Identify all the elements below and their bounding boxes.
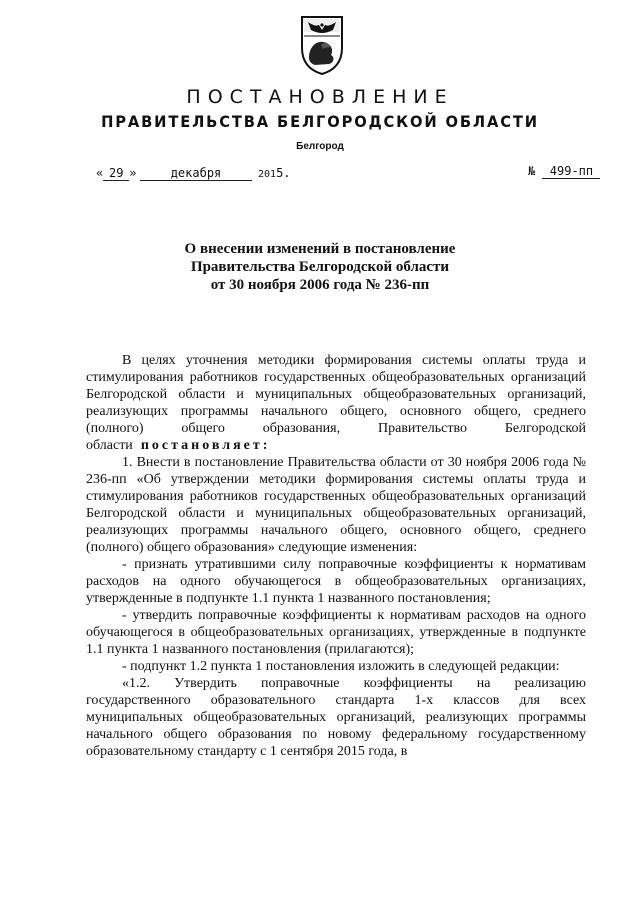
- document-title: [0, 240, 640, 294]
- date-year-prefix: 201: [258, 169, 277, 180]
- date-year-suffix: 5: [276, 166, 284, 180]
- date-day-value: 29: [103, 166, 129, 181]
- date-day: [96, 166, 136, 181]
- date-year: [258, 166, 291, 180]
- organization-name: ПРАВИТЕЛЬСТВА БЕЛГОРОДСКОЙ ОБЛАСТИ: [101, 112, 539, 131]
- number-label: №: [528, 164, 536, 178]
- date-dot: .: [283, 166, 291, 180]
- body-paragraph: - признать утратившими силу поправочные коэффициенты к нормативам расходов на одного обучающегося в общеобразовательных организациях, утвержденные в подпункте 1.1 пункта 1 названного постановления;: [86, 557, 586, 606]
- date-close-quote: »: [129, 166, 137, 180]
- title-line: Правительства Белгородской области: [190, 259, 450, 275]
- body-paragraph: [86, 352, 586, 454]
- date-open-quote: «: [96, 166, 104, 180]
- date-month: [140, 166, 252, 181]
- document-body: [86, 352, 586, 760]
- body-paragraph: - утвердить поправочные коэффициенты к нормативам расходов на одного обучающегося в общеобразовательных организациях, утвержденные в подпункте 1.1 пункта 1 названного постановления (прилагаются);: [86, 608, 586, 657]
- body-paragraph: 1. Внести в постановление Правительства области от 30 ноября 2006 года № 236-пп «Об утверждении методики формирования системы оплаты труда и стимулирования работников государственных общеобразовательных организаций Белгородской области и муниципальных общеобразовательных организаций, реализующих программы начального общего, основного общего, среднего (полного) общего образования» следующие изменения:: [86, 455, 586, 555]
- coat-of-arms-icon: [298, 14, 346, 76]
- decree-word: постановляет:: [140, 438, 271, 453]
- body-paragraph: «1.2. Утвердить поправочные коэффициенты на реализацию государственного образовательного стандарта 1-х классов для всех муниципальных общеобразовательных организаций, реализующих программы начального общего образования по новому федеральному государственному образовательному стандарту с 1 сентября 2015 года, в: [86, 676, 586, 759]
- title-line: от 30 ноября 2006 года № 236-пп: [210, 277, 430, 293]
- date-month-value: декабря: [140, 166, 252, 181]
- city-name: Белгород: [296, 141, 344, 152]
- number-value: 499-пп: [542, 164, 600, 179]
- title-line: О внесении изменений в постановление: [184, 241, 456, 257]
- body-paragraph: - подпункт 1.2 пункта 1 постановления изложить в следующей редакции:: [122, 659, 560, 674]
- document-number: [528, 164, 600, 179]
- paragraph-text: В целях уточнения методики формирования системы оплаты труда и стимулирования работников государственных общеобразовательных организаций Белгородской области и муниципальных общеобразовательных организаций, реализующих программы начального общего, основного общего, среднего (полного) общего образования, Правительство Белгородской области: [86, 353, 586, 453]
- document-type: ПОСТАНОВЛЕНИЕ: [186, 86, 454, 108]
